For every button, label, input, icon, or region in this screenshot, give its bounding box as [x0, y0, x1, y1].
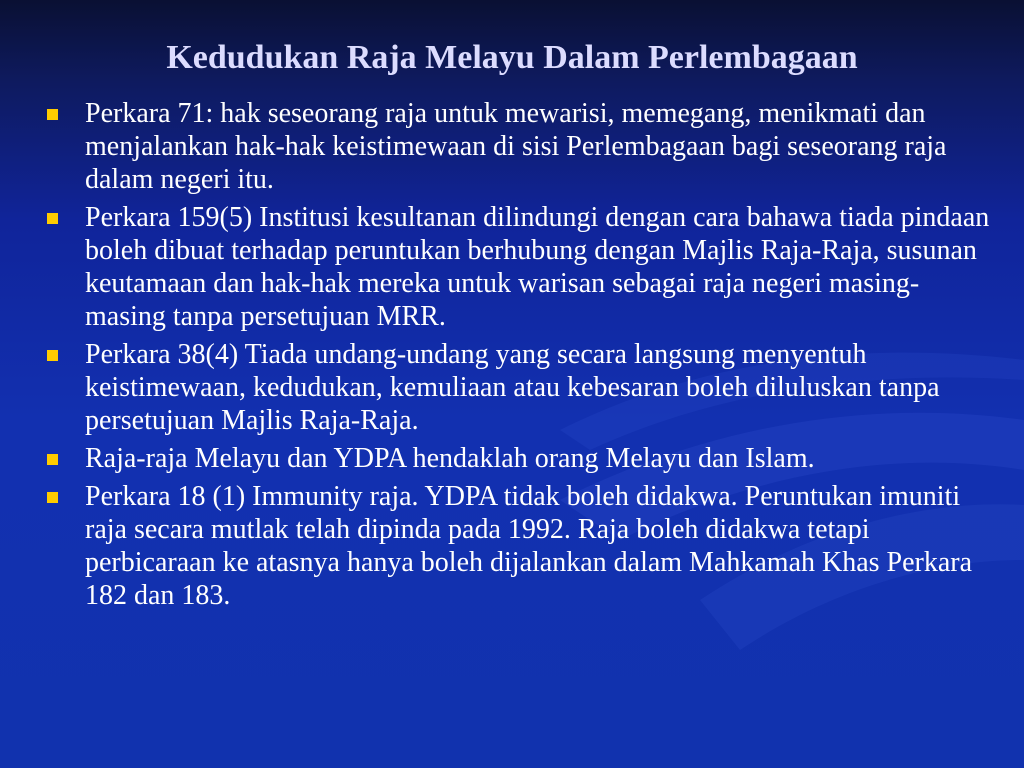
bullet-list — [40, 97, 990, 617]
square-bullet-icon — [47, 109, 58, 120]
bullet-item-perkara-18-1 — [40, 480, 990, 612]
bullet-item-perkara-71 — [40, 97, 990, 196]
square-bullet-icon — [47, 350, 58, 361]
bullet-text: Perkara 38(4) Tiada undang-undang yang secara langsung menyentuh keistimewaan, kedudukan, kemuliaan atau kebesaran boleh diluluskan tanpa persetujuan Majlis Raja-Raja. — [85, 339, 940, 436]
square-bullet-icon — [47, 454, 58, 465]
bullet-text: Perkara 18 (1) Immunity raja. YDPA tidak boleh didakwa. Peruntukan imuniti raja secara mutlak telah dipinda pada 1992. Raja boleh didakwa tetapi perbicaraan ke atasnya hanya boleh dijalankan dalam Mahkamah Khas Perkara 182 dan 183. — [85, 481, 973, 611]
square-bullet-icon — [47, 213, 58, 224]
square-bullet-icon — [47, 492, 58, 503]
slide-title: Kedudukan Raja Melayu Dalam Perlembagaan — [166, 39, 858, 76]
bullet-item-raja-melayu-ydpa — [40, 442, 990, 475]
bullet-text: Perkara 159(5) Institusi kesultanan dilindungi dengan cara bahawa tiada pindaan boleh dibuat terhadap peruntukan berhubung dengan Majlis Raja-Raja, susunan keutamaan dan hak-hak mereka untuk warisan sebagai raja negeri masing-masing tanpa persetujuan MRR. — [85, 202, 990, 332]
bullet-text: Perkara 71: hak seseorang raja untuk mewarisi, memegang, menikmati dan menjalankan hak-hak keistimewaan di sisi Perlembagaan bagi seseorang raja dalam negeri itu. — [85, 98, 947, 195]
bullet-item-perkara-38-4 — [40, 338, 990, 437]
bullet-item-perkara-159-5 — [40, 201, 990, 333]
bullet-text: Raja-raja Melayu dan YDPA hendaklah orang Melayu dan Islam. — [85, 443, 815, 474]
